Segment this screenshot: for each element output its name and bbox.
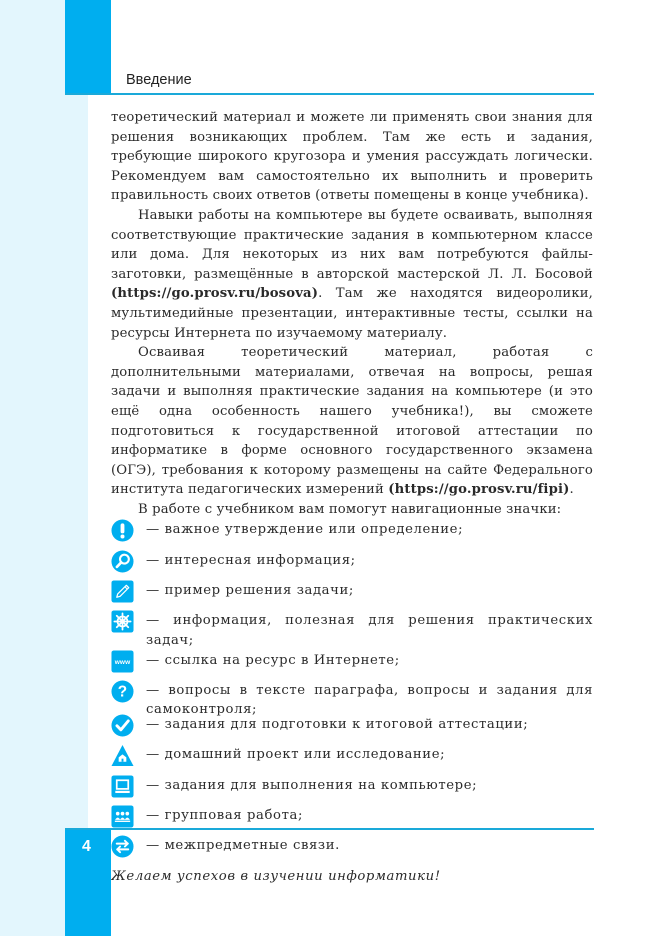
running-header-title: Введение <box>126 72 192 88</box>
exclamation-icon <box>111 519 134 542</box>
question-icon <box>111 680 134 703</box>
www-icon <box>111 650 134 673</box>
page-number: 4 <box>82 838 91 855</box>
home-triangle-icon <box>111 744 134 767</box>
ship-wheel-icon <box>111 610 134 633</box>
legend-item: — информация, полезная для решения практических задач; <box>111 611 593 650</box>
legend-item: www — ссылка на ресурс в Интернете; <box>111 651 593 681</box>
legend-item: — межпредметные связи. <box>111 836 593 866</box>
legend-item: — интересная информация; <box>111 551 593 581</box>
checkmark-icon <box>111 714 134 737</box>
legend-item: — задания для подготовки к итоговой аттестации; <box>111 715 593 745</box>
legend-item: — важное утверждение или определение; <box>111 520 593 550</box>
legend-item: — групповая работа; <box>111 806 593 836</box>
page-body <box>111 108 593 886</box>
legend-item: — пример решения задачи; <box>111 581 593 611</box>
magnifier-icon <box>111 550 134 573</box>
header-accent-bar <box>65 0 111 95</box>
svg-text:www: www <box>114 658 131 666</box>
paragraph-4: В работе с учебником вам помогут навигационные значки: <box>138 501 562 517</box>
paragraph-3: Осваивая теоретический материал, работая с дополнительными материалами, отвечая на вопросы, решая задачи и выполняя практические задания на компьютере (и это ещё одна особенность нашего учебника!), вы сможете подготовиться к государственной итоговой аттестации по информатике в форме основного государственного экзамена (ОГЭ), требования к которому размещены на сайте Федерального института педагогических измерений (https://go.prosv.ru/fipi). <box>111 345 593 498</box>
arrows-exchange-icon <box>111 835 134 858</box>
left-margin-panel <box>0 0 88 936</box>
fipi-link[interactable]: (https://go.prosv.ru/fipi) <box>388 482 570 498</box>
closing-wish: Желаем успехов в изучении информатики! <box>111 868 441 884</box>
computer-icon <box>111 775 134 798</box>
legend-item: — домашний проект или исследование; <box>111 745 593 775</box>
header-rule <box>65 93 594 95</box>
legend-item: — задания для выполнения на компьютере; <box>111 776 593 806</box>
pencil-icon <box>111 580 134 603</box>
paragraph-1: теоретический материал и можете ли применять свои знания для решения возникающих проблем. Там же есть и задания, требующие широкого кругозора и умения рассуждать логически. Рекомендуем вам самостоятельно их выполнить и проверить правильность своих ответов (ответы помещены в конце учебника). <box>111 110 593 204</box>
legend-item: ? — вопросы в тексте параграфа, вопросы и задания для самоконтроля; <box>111 681 593 720</box>
navigation-icons-legend <box>111 520 593 866</box>
paragraph-2: Навыки работы на компьютере вы будете осваивать, выполняя соответствующие практические задания в компьютерном классе или дома. Для некоторых из них вам потребуются файлы-заготовки, размещённые в авторской мастерской Л. Л. Босовой (https://go.prosv.ru/bosova). Там же находятся видеоролики, мультимедийные презентации, интерактивные тесты, ссылки на ресурсы Интернета по изучаемому материалу. <box>111 207 593 341</box>
bosova-link[interactable]: (https://go.prosv.ru/bosova) <box>111 286 319 302</box>
footer-rule <box>65 828 594 830</box>
svg-text:?: ? <box>117 683 128 701</box>
group-icon <box>111 805 134 828</box>
